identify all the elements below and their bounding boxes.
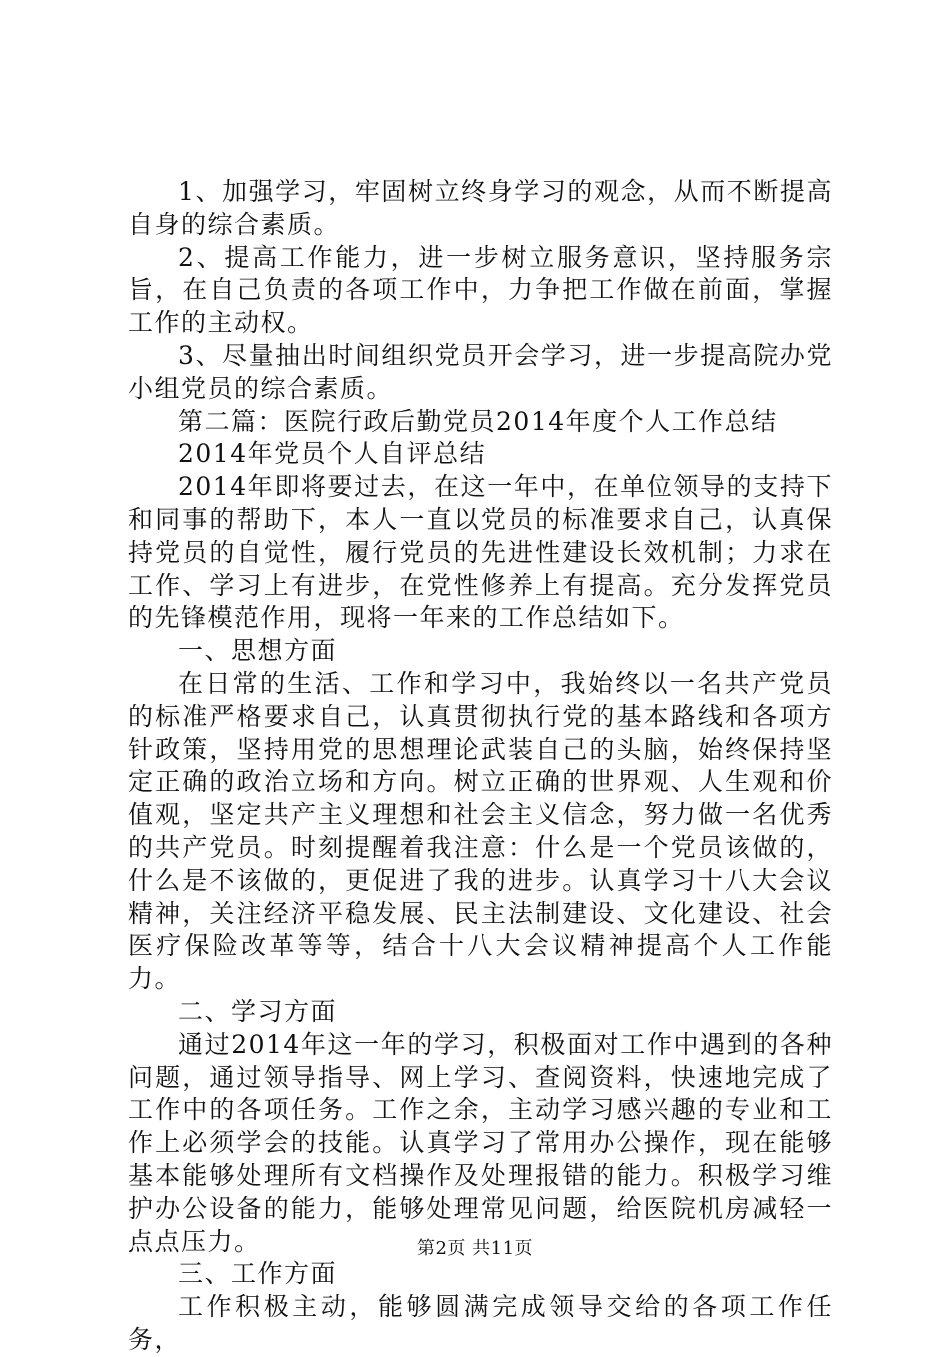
document-body (128, 176, 833, 1357)
paragraph-study: 通过2014年这一年的学习，积极面对工作中遇到的各种问题，通过领导指导、网上学习、查阅资料，快速地完成了工作中的各项任务。工作之余，主动学习感兴趣的专业和工作上必须学会的技能。认真学习了常用办公操作，现在能够基本能够处理所有文档操作及处理报错的能力。积极学习维护办公设备的能力，能够处理常见问题，给医院机房减轻一点点压力。 (128, 1029, 833, 1256)
paragraph-item-1: 1、加强学习，牢固树立终身学习的观念，从而不断提高自身的综合素质。 (128, 177, 833, 239)
paragraph-item-3: 3、尽量抽出时间组织党员开会学习，进一步提高院办党小组党员的综合素质。 (128, 340, 833, 403)
heading-thought: 一、思想方面 (178, 636, 338, 666)
heading-study: 二、学习方面 (178, 996, 338, 1026)
subtitle: 2014年党员个人自评总结 (178, 439, 487, 469)
paragraph-work: 工作积极主动，能够圆满完成领导交给的各项工作任务， (128, 1292, 833, 1354)
page-number-footer: 第2页 共11页 (416, 1238, 534, 1259)
heading-work: 三、工作方面 (178, 1259, 338, 1289)
paragraph-thought: 在日常的生活、工作和学习中，我始终以一名共产党员的标准严格要求自己，认真贯彻执行党的基本路线和各项方针政策，坚持用党的思想理论武装自己的头脑，始终保持坚定正确的政治立场和方向。树立正确的世界观、人生观和价值观，坚定共产主义理想和社会主义信念，努力做一名优秀的共产党员。时刻提醒着我注意：什么是一个党员该做的，什么是不该做的，更促进了我的进步。认真学习十八大会议精神，关注经济平稳发展、民主法制建设、文化建设、社会医疗保险改革等等，结合十八大会议精神提高个人工作能力。 (128, 668, 833, 994)
paragraph-item-2: 2、提高工作能力，进一步树立服务意识，坚持服务宗旨，在自己负责的各项工作中，力争把工作做在前面，掌握工作的主动权。 (128, 242, 833, 338)
section-title: 第二篇：医院行政后勤党员2014年度个人工作总结 (178, 406, 778, 436)
intro-paragraph: 2014年即将要过去，在这一年中，在单位领导的支持下和同事的帮助下，本人一直以党员的标准要求自己，认真保持党员的自觉性，履行党员的先进性建设长效机制；力求在工作、学习上有进步，在党性修养上有提高。充分发挥党员的先锋模范作用，现将一年来的工作总结如下。 (128, 472, 833, 633)
